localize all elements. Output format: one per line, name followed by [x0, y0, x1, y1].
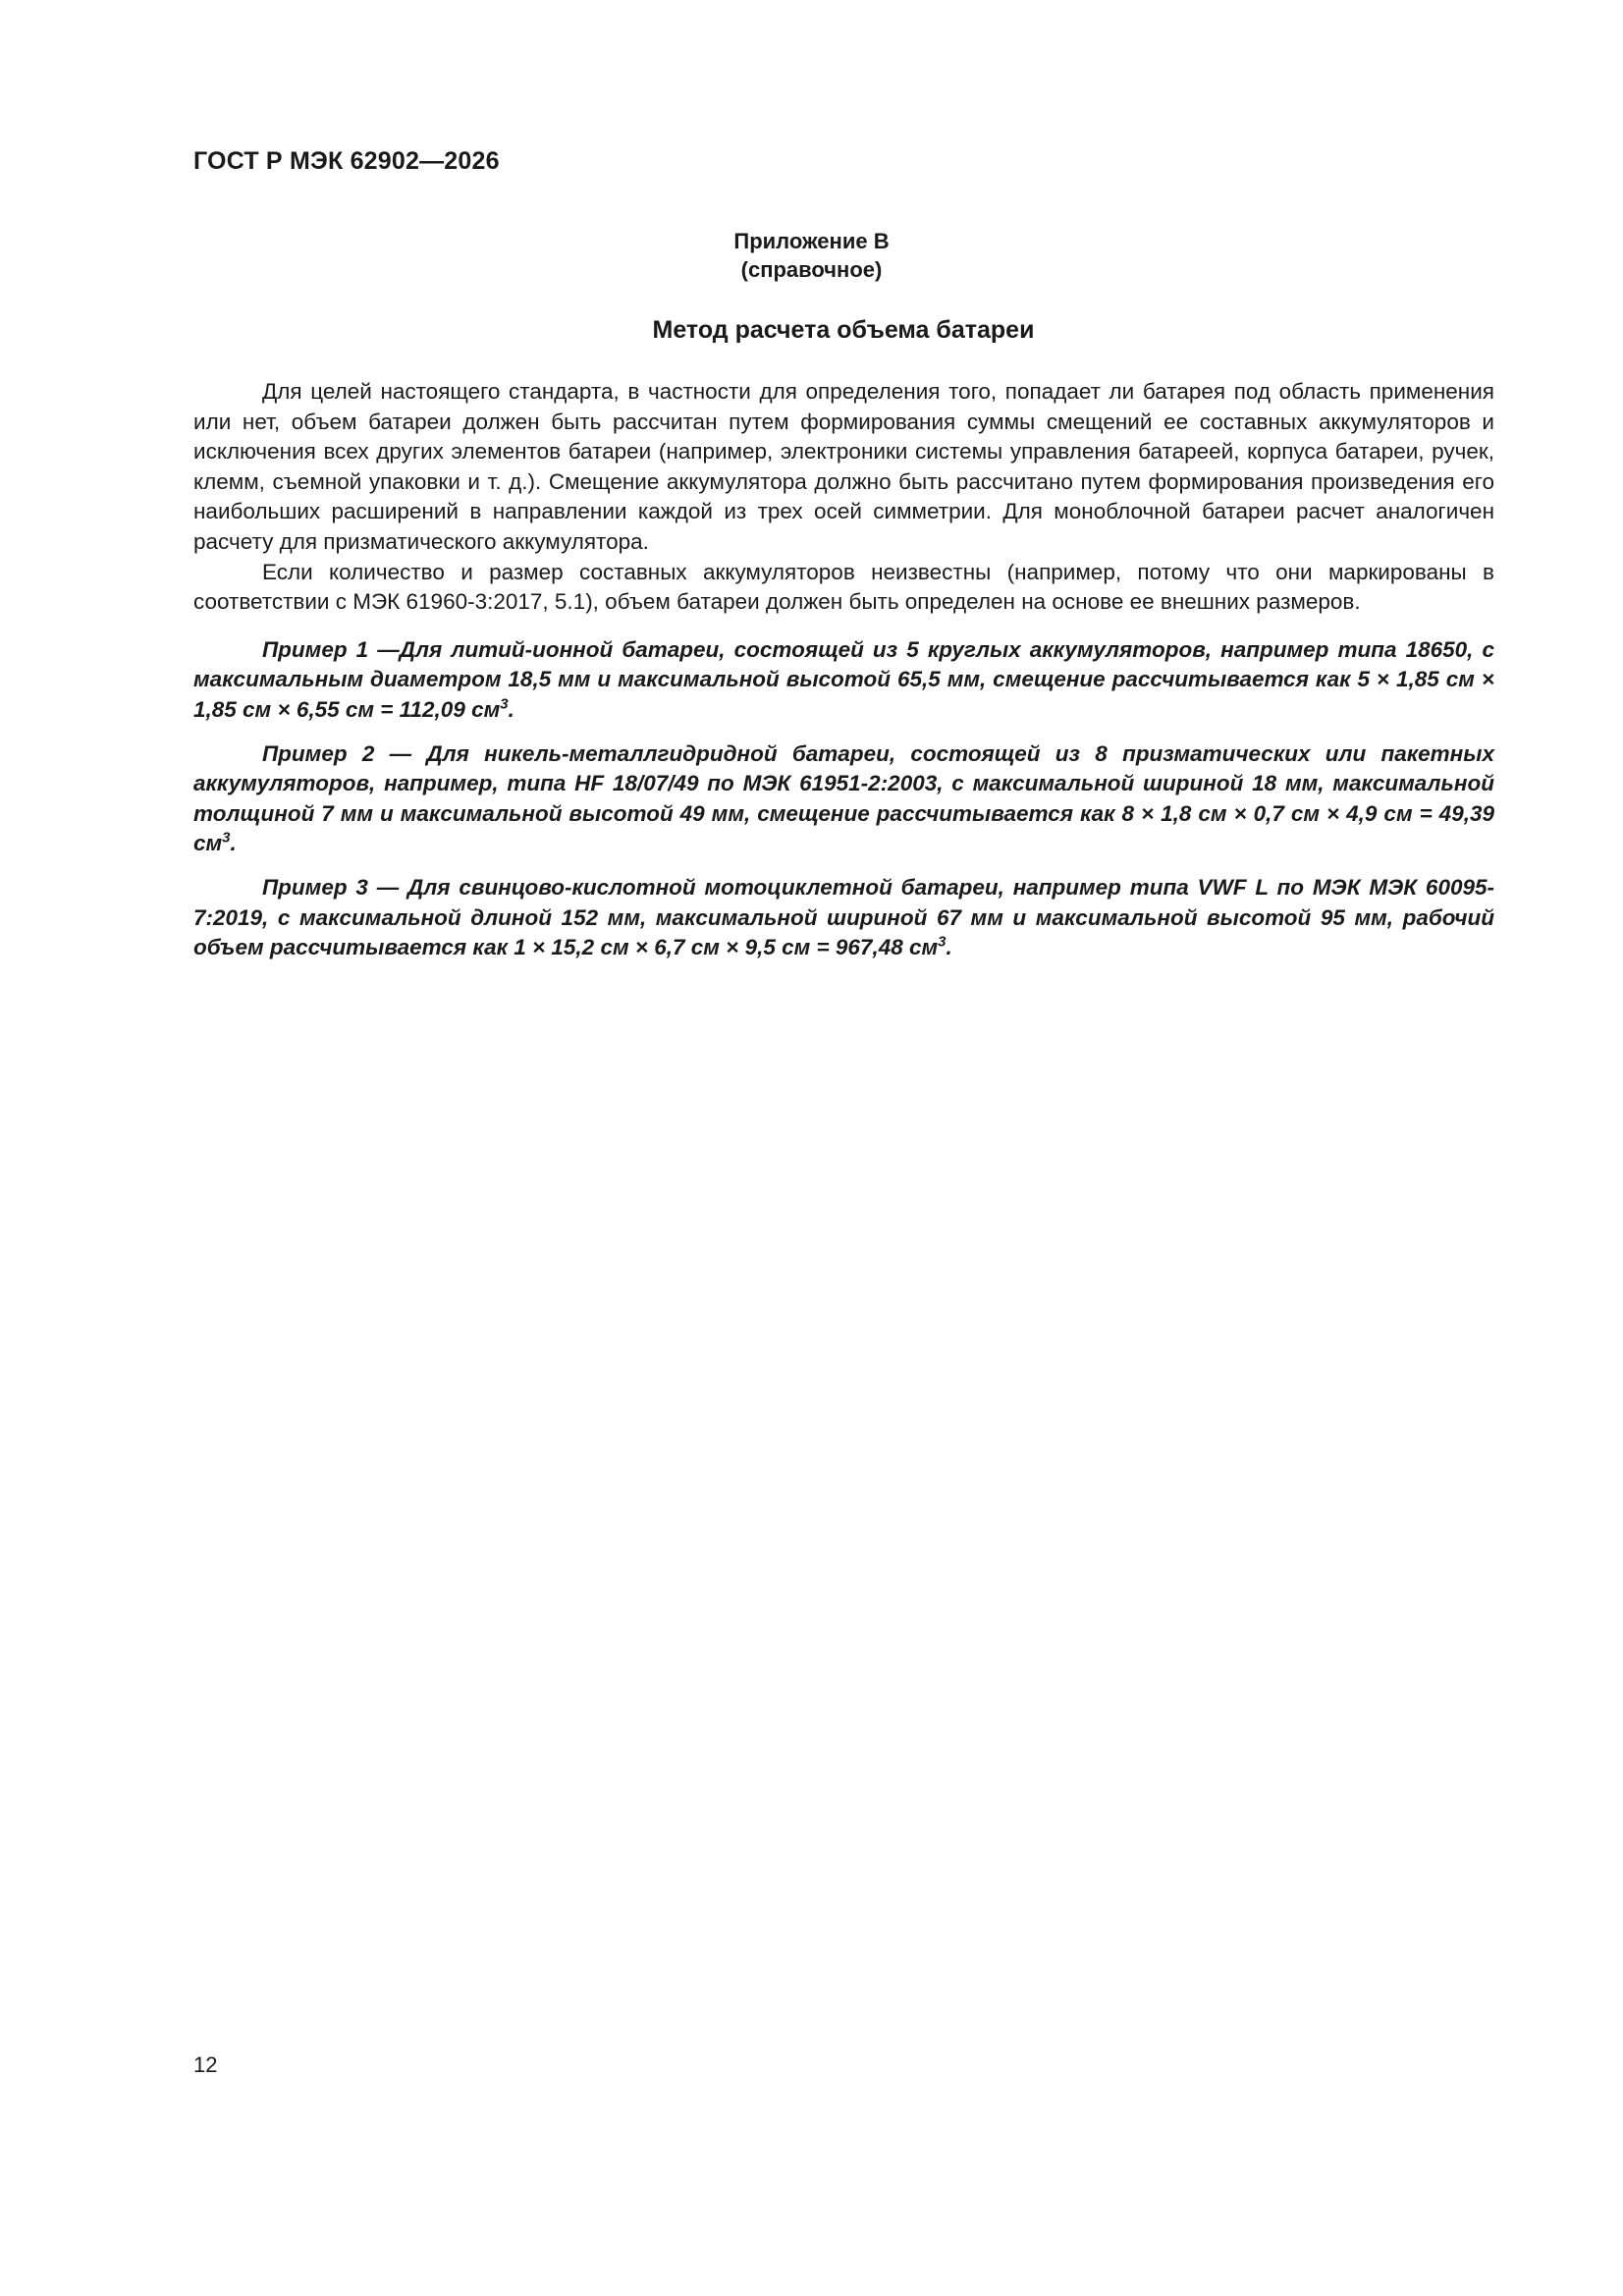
- example-3: [193, 873, 1494, 963]
- example-1: [193, 635, 1494, 726]
- superscript: 3: [500, 695, 509, 713]
- example-end: .: [230, 831, 237, 856]
- body-paragraph: Для целей настоящего стандарта, в частности для определения того, попадает ли батарея под область применения или нет, объем батареи должен быть рассчитан путем формирования суммы смещений ее составных аккумуляторов и исключения всех других элементов батареи (например, электроники системы управления батареей, корпуса батареи, ручек, клемм, съемной упаковки и т. д.). Смещение аккумулятора должно быть рассчитано путем формирования произведения его наибольших расширений в направлении каждой из трех осей симметрии. Для моноблочной батареи расчет аналогичен расчету для призматического аккумулятора.: [193, 379, 1494, 554]
- superscript: 3: [222, 829, 231, 847]
- example-text: Пример 2 — Для никель-металлгидридной батареи, состоящей из 8 призматических или пакетных аккумуляторов, например, типа HF 18/07/49 по МЭК 61951-2:2003, с максимальной шириной 18 мм, максимальной толщиной 7 мм и максимальной высотой 49 мм, смещение рассчитывается как 8 × 1,8 см × 0,7 см × 4,9 см = 49,39 см: [193, 740, 1494, 856]
- example-text: Пример 3 — Для свинцово-кислотной мотоциклетной батареи, например типа VWF L по МЭК МЭК 60095-7:2019, с максимальной длиной 152 мм, максимальной шириной 67 мм и максимальной высотой 95 мм, рабочий объем рассчитывается как 1 × 15,2 см × 6,7 см × 9,5 см = 967,48 см: [193, 874, 1494, 960]
- example-end: .: [946, 935, 952, 960]
- standard-header: ГОСТ Р МЭК 62902—2026: [193, 147, 500, 175]
- superscript: 3: [938, 933, 947, 951]
- body-paragraph: Если количество и размер составных аккумуляторов неизвестны (например, потому что они маркированы в соответствии с МЭК 61960-3:2017, 5.1), объем батареи должен быть определен на основе ее внешних размеров.: [193, 559, 1494, 615]
- document-body: [193, 377, 1494, 963]
- page-number: 12: [193, 2052, 218, 2077]
- example-2: [193, 739, 1494, 859]
- example-end: .: [508, 696, 514, 722]
- section-title: Метод расчета объема батареи: [652, 316, 1035, 344]
- example-text: Пример 1 —Для литий-ионной батареи, состоящей из 5 круглых аккумуляторов, например типа 18650, с максимальным диаметром 18,5 мм и максимальной высотой 65,5 мм, смещение рассчитывается как 5 × 1,85 см × 1,85 см × 6,55 см = 112,09 см: [193, 636, 1494, 722]
- annex-subtitle: (справочное): [740, 257, 883, 282]
- annex-title: Приложение В: [733, 229, 890, 253]
